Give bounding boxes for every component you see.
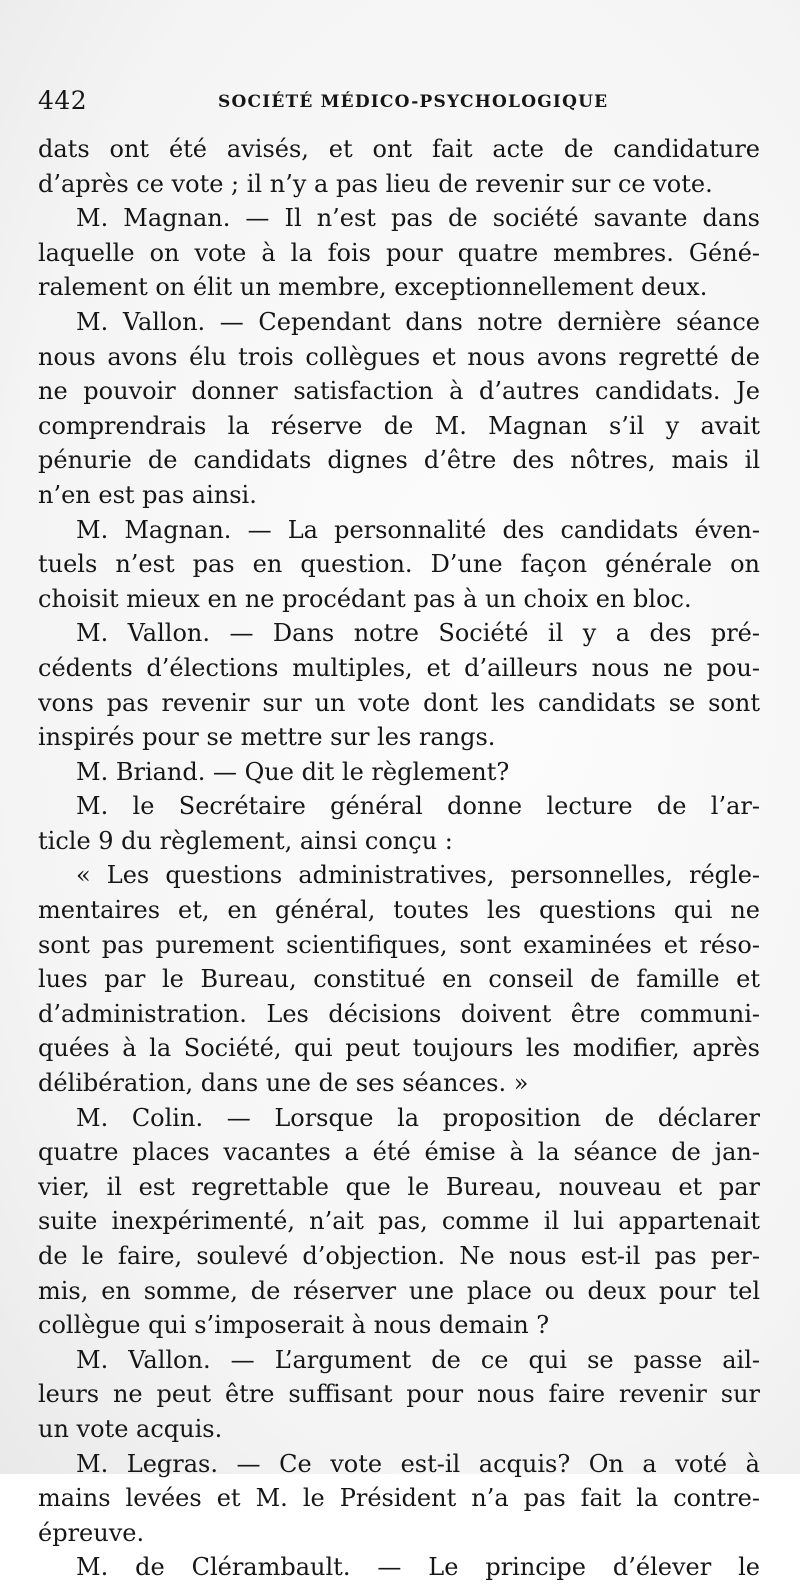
text-line: mentaires et, en général, toutes les questions qui ne — [38, 896, 760, 925]
page-number: 442 — [38, 86, 88, 115]
text-line: ticle 9 du règlement, ainsi conçu : — [38, 826, 453, 855]
text-line: lues par le Bureau, constitué en conseil de famille et — [38, 965, 760, 994]
text-line: ralement on élit un membre, exceptionnellement deux. — [38, 273, 708, 302]
text-line: M. Legras. — Ce vote est-il acquis? On a voté à — [76, 1449, 760, 1478]
text-line: collègue qui s’imposerait à nous demain ? — [38, 1311, 550, 1340]
body-text — [38, 132, 760, 1585]
text-line: vier, il est regrettable que le Bureau, nouveau et par — [38, 1172, 760, 1201]
text-line: inspirés pour se mettre sur les rangs. — [38, 723, 496, 752]
text-line: cédents d’élections multiples, et d’ailleurs nous ne pou- — [38, 653, 760, 682]
text-line: M. Vallon. — Cependant dans notre dernière séance — [76, 307, 760, 336]
text-line: M. Vallon. — L’argument de ce qui se passe ail- — [76, 1345, 760, 1374]
text-line: « Les questions administratives, personnelles, régle- — [76, 861, 760, 890]
text-line: un vote acquis. — [38, 1414, 223, 1443]
text-line: M. Vallon. — Dans notre Société il y a des pré- — [76, 619, 760, 648]
text-line: M. Magnan. — La personnalité des candidats éven- — [76, 515, 760, 544]
text-line: M. le Secrétaire général donne lecture de l’ar- — [76, 792, 760, 821]
text-line: mis, en somme, de réserver une place ou deux pour tel — [38, 1276, 760, 1305]
text-line: d’administration. Les décisions doivent être communi- — [38, 999, 760, 1028]
running-title: SOCIÉTÉ MÉDICO-PSYCHOLOGIQUE — [218, 92, 609, 112]
text-line: n’en est pas ainsi. — [38, 480, 257, 509]
text-line: laquelle on vote à la fois pour quatre membres. Géné- — [38, 238, 760, 267]
text-line: de le faire, soulevé d’objection. Ne nous est-il pas per- — [38, 1242, 760, 1270]
text-line: comprendrais la réserve de M. Magnan s’il y avait — [38, 411, 760, 440]
text-line: vons pas revenir sur un vote dont les candidats se sont — [38, 688, 760, 717]
text-line: M. de Clérambault. — Le principe d’élever le — [76, 1553, 760, 1582]
text-line: choisit mieux en ne procédant pas à un choix en bloc. — [38, 584, 692, 613]
text-line: délibération, dans une de ses séances. » — [38, 1069, 529, 1098]
text-line: quatre places vacantes a été émise à la séance de jan- — [38, 1138, 760, 1167]
text-line: épreuve. — [38, 1518, 145, 1547]
page-header — [38, 86, 758, 116]
text-line: M. Colin. — Lorsque la proposition de déclarer — [76, 1103, 760, 1132]
text-line: suite inexpérimenté, n’ait pas, comme il lui appartenait — [38, 1207, 760, 1236]
text-line: M. Briand. — Que dit le règlement? — [76, 757, 510, 786]
text-line: quées à la Société, qui peut toujours les modifier, après — [38, 1034, 760, 1063]
text-line: M. Magnan. — Il n’est pas de société savante dans — [76, 204, 760, 233]
text-line: sont pas purement scientifiques, sont examinées et réso- — [38, 930, 760, 959]
text-line: tuels n’est pas en question. D’une façon générale on — [38, 550, 760, 579]
text-line: ne pouvoir donner satisfaction à d’autres candidats. Je — [38, 377, 760, 406]
text-line: mains levées et M. le Président n’a pas fait la contre- — [38, 1484, 760, 1513]
text-line: pénurie de candidats dignes d’être des nôtres, mais il — [38, 446, 760, 475]
text-line: leurs ne peut être suffisant pour nous faire revenir sur — [38, 1380, 760, 1409]
text-line: dats ont été avisés, et ont fait acte de candidature — [38, 135, 760, 163]
text-line: d’après ce vote ; il n’y a pas lieu de revenir sur ce vote. — [38, 169, 713, 198]
text-line: nous avons élu trois collègues et nous avons regretté de — [38, 342, 760, 371]
